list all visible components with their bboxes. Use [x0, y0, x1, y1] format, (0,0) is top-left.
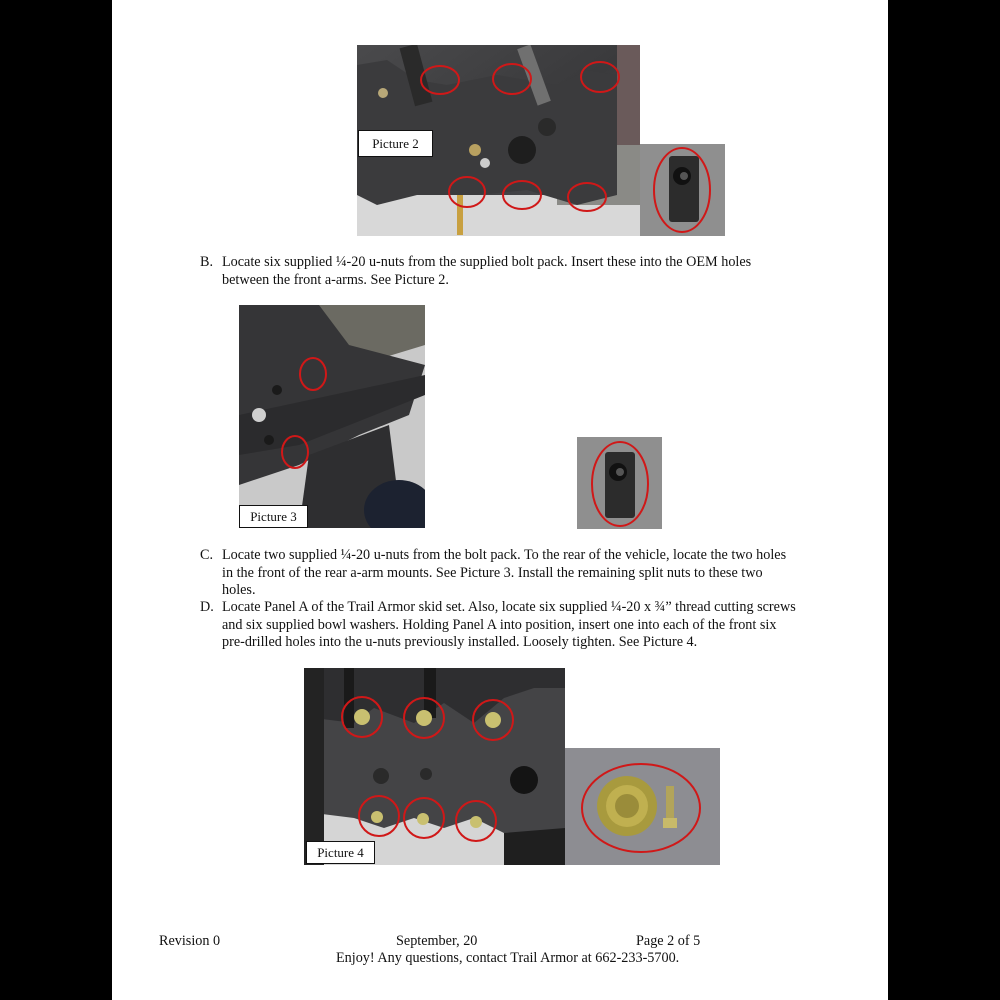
step-d-line-3: pre-drilled holes into the u-nuts previously installed. Loosely tighten. See Picture 4. [222, 634, 698, 650]
step-c-letter: C. [200, 547, 214, 563]
step-b-letter: B. [200, 254, 214, 270]
picture-4-photo [304, 668, 565, 865]
step-d-line-2: and six supplied bowl washers. Holding Panel A into position, insert one into each of the front six [222, 616, 777, 633]
step-c-line-3: holes. [222, 582, 256, 598]
picture-2-inset-unut [640, 144, 725, 236]
step-d-letter: D. [200, 599, 214, 615]
footer-date: September, 20 [396, 933, 478, 949]
step-c-line-1: Locate two supplied ¼-20 u-nuts from the bolt pack. To the rear of the vehicle, locate the two holes [222, 547, 787, 563]
step-b-line-2: between the front a-arms. See Picture 2. [222, 271, 449, 288]
picture-3-inset-unut [577, 437, 662, 529]
picture-4-label: Picture 4 [306, 841, 375, 864]
footer-revision: Revision 0 [159, 933, 221, 949]
picture-3-photo [239, 305, 425, 528]
step-c-line-2: in the front of the rear a-arm mounts. See Picture 3. Install the remaining split nuts to these two [222, 564, 763, 581]
footer-contact: Enjoy! Any questions, contact Trail Armor at 662-233-5700. [336, 950, 680, 966]
document-page [112, 0, 888, 1000]
picture-4-inset-washer-screw [565, 748, 720, 865]
picture-2-label: Picture 2 [358, 130, 433, 157]
step-b-line-1: Locate six supplied ¼-20 u-nuts from the supplied bolt pack. Insert these into the OEM holes [222, 254, 752, 270]
picture-3-label: Picture 3 [239, 505, 308, 528]
footer-page-number: Page 2 of 5 [636, 933, 701, 949]
step-d-line-1: Locate Panel A of the Trail Armor skid set. Also, locate six supplied ¼-20 x ¾” thread cutting screws [222, 599, 796, 615]
